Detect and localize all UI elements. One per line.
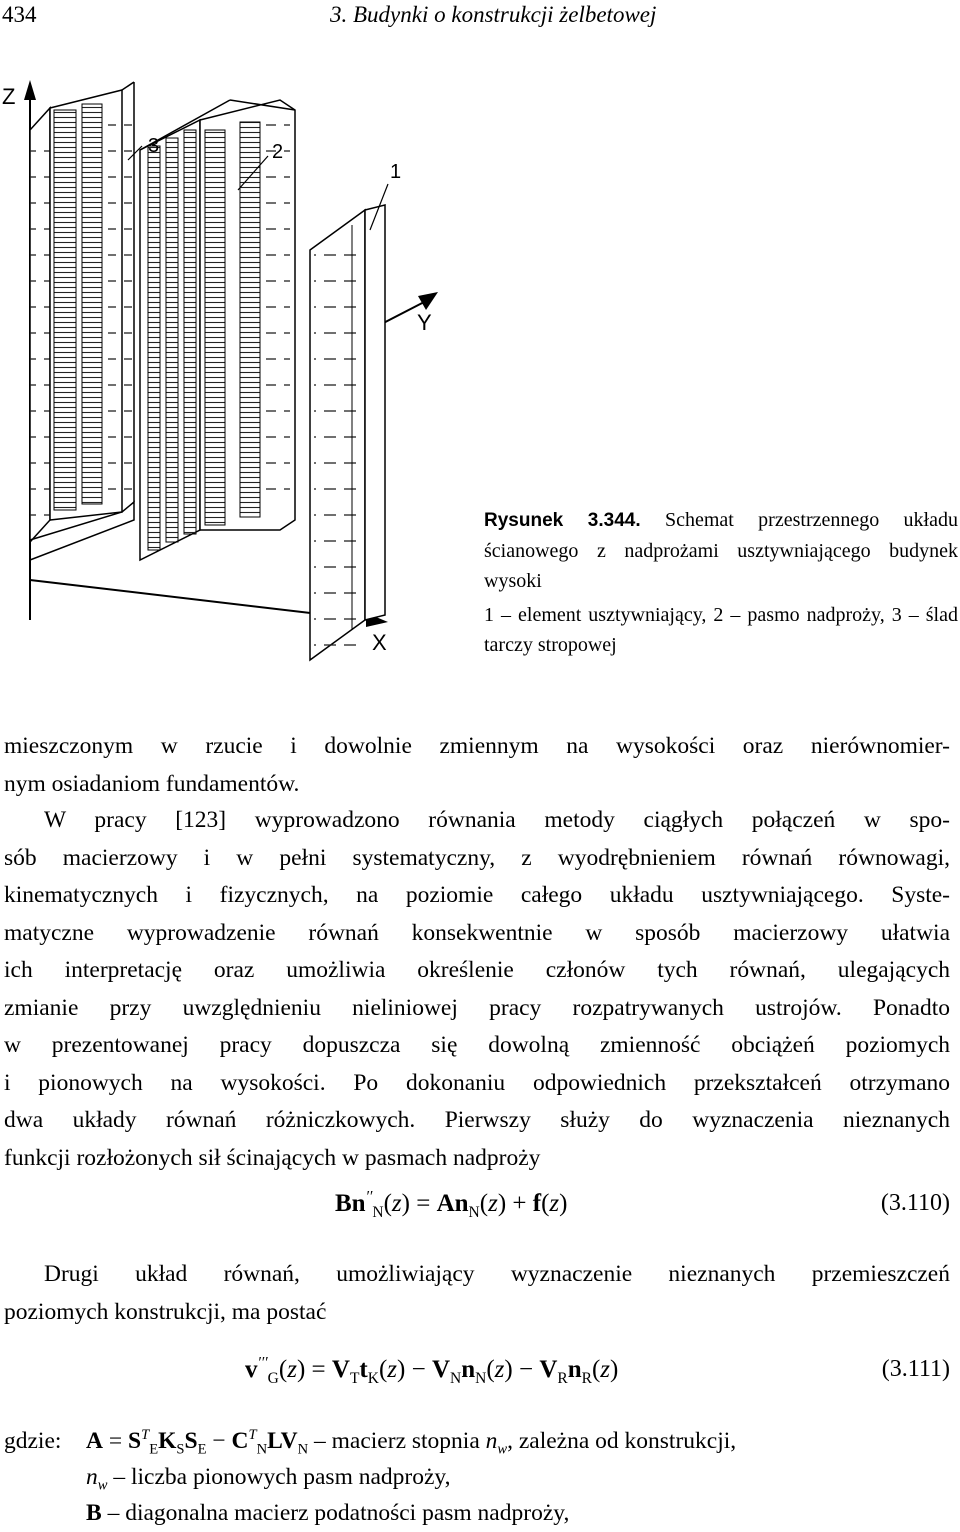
- equation-formula: $v'''_G(z) = V_Tt_K(z) - V_Nn_N(z) - V_Rn_R(z)$: [245, 1354, 619, 1387]
- paragraph-1: [4, 728, 950, 803]
- paragraph-line: poziomych konstrukcji, ma postać: [4, 1298, 327, 1325]
- paragraph-line: W pracy [123] wyprowadzono równania metody ciągłych połączeń w spo-: [44, 807, 950, 833]
- running-title: 3. Budynki o konstrukcji żelbetowej: [330, 2, 657, 27]
- paragraph-3: [4, 1256, 950, 1331]
- equation-3-111: [0, 1356, 956, 1400]
- structure-figure: [0, 60, 470, 670]
- middle-core: [140, 100, 295, 560]
- caption-label: Rysunek 3.344.: [484, 510, 641, 531]
- definition-row: $n_w$ – liczba pionowych pasm nadproży,: [86, 1464, 451, 1494]
- z-axis-label: Z: [2, 84, 16, 109]
- figure-label-2: 2: [272, 141, 284, 163]
- definition-row: B – diagonalna macierz podatności pasm nadproży,: [86, 1500, 570, 1526]
- definition-text: diagonalna macierz podatności pasm nadproży,: [125, 1500, 570, 1526]
- definition-text: macierz stopnia: [331, 1428, 480, 1454]
- y-axis-arrow: [418, 292, 438, 310]
- paragraph-2: [4, 802, 950, 1177]
- paragraph-line: Drugi układ równań, umożliwiający wyznaczenie nieznanych przemieszczeń: [44, 1261, 950, 1287]
- definition-text: zależna od konstrukcji,: [518, 1428, 737, 1454]
- equation-number: (3.111): [881, 1356, 950, 1382]
- paragraph-line: ich interpretację oraz umożliwia określenie członów tych równań, ulegających: [4, 957, 950, 983]
- figure-caption: [484, 505, 958, 660]
- paragraph-line: nym osiadaniom fundamentów.: [4, 770, 300, 797]
- definitions-lead: gdzie:: [4, 1428, 62, 1454]
- equation-3-110: [0, 1190, 956, 1234]
- page-header: [0, 2, 960, 36]
- y-axis-label: Y: [417, 310, 432, 335]
- figure-label-1: 1: [390, 161, 402, 183]
- paragraph-line: sób macierzowy i w pełni systematyczny, z wyodrębnieniem równań równowagi,: [4, 844, 950, 871]
- paragraph-line: funkcji rozłożonych sił ścinających w pasmach nadproży: [4, 1144, 541, 1171]
- caption-legend: 1 – element usztywniający, 2 – pasmo nadproży, 3 – ślad tarczy stropowej: [484, 604, 958, 656]
- paragraph-line: zmianie przy uwzględnieniu nieliniowej pracy rozpatrywanych ustrojów. Ponadto: [4, 994, 950, 1021]
- definitions-list: [4, 1423, 954, 1531]
- x-axis-label: X: [372, 630, 387, 655]
- figure-label-3: 3: [148, 135, 160, 157]
- paragraph-line: w prezentowanej pracy dopuszcza się dowolną zmienność obciążeń poziomych: [4, 1032, 950, 1058]
- paragraph-line: matyczne wyprowadzenie równań konsekwentnie w sposób macierzowy ułatwia: [4, 919, 950, 946]
- definition-text: liczba pionowych pasm nadproży,: [130, 1464, 451, 1490]
- equation-number: (3.110): [880, 1190, 950, 1216]
- page-number: 434: [2, 2, 37, 27]
- definition-symbol: B: [86, 1500, 102, 1526]
- definition-row: gdzie: $A = S^T_EK_SS_E - C^T_NLV_N$ – macierz stopnia $n_w$, zależna od konstrukcji,: [4, 1423, 954, 1459]
- paragraph-line: dwa układy równań różniczkowych. Pierwszy służy do wyznaczenia nieznanych: [4, 1107, 950, 1133]
- caption-description: Schemat przestrzennego układu ścianowego z nadprożami usztywniającego budynek wysoki: [484, 509, 958, 592]
- paragraph-line: kinematycznych i fizycznych, na poziomie całego układu usztywniającego. Syste-: [4, 882, 950, 908]
- left-wall: [30, 82, 134, 560]
- paragraph-line: i pionowych na wysokości. Po dokonaniu odpowiednich przekształceń otrzymano: [4, 1069, 950, 1096]
- z-axis-arrow: [24, 80, 36, 100]
- right-wall: [310, 205, 385, 660]
- paragraph-line: mieszczonym w rzucie i dowolnie zmiennym na wysokości oraz nierównomier-: [4, 733, 950, 759]
- equation-formula: $Bn''_N(z) = An_N(z) + f(z)$: [335, 1188, 568, 1221]
